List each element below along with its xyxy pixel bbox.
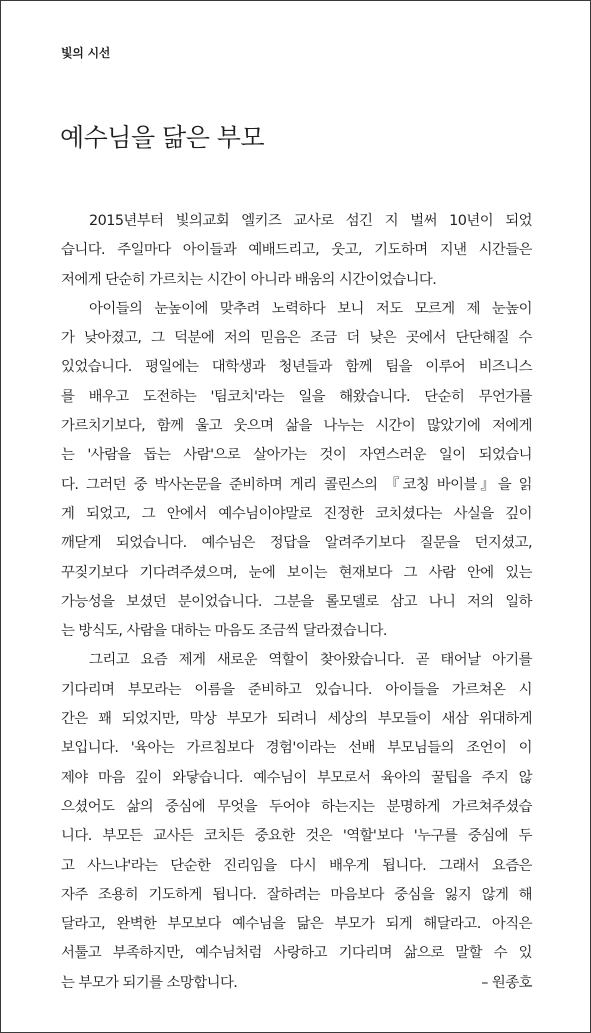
body-line: 간은 꽤 되었지만, 막상 부모가 되려니 세상의 부모들이 새삼 위대하게 xyxy=(61,711,532,728)
body-line: 다. 그러던 중 박사논문을 준비하며 게리 콜린스의 『코칭 바이블』을 읽 xyxy=(61,476,532,493)
body-line: 2015년부터 빛의교회 엘키즈 교사로 섬긴 지 벌써 10년이 되었 xyxy=(89,213,532,229)
body-line: 가능성을 보셨던 분이었습니다. 그분을 롤모델로 삼고 나니 저의 일하 xyxy=(61,593,532,610)
body-line: 를 배우고 도전하는 '팀코치'라는 일을 해왔습니다. 단순히 무언가를 xyxy=(61,388,532,405)
closing-line xyxy=(61,969,532,998)
body-line: 고 사느냐'라는 단순한 진리임을 다시 배우게 됩니다. 그래서 요즘은 xyxy=(61,857,532,874)
body-line: 있었습니다. 평일에는 대학생과 청년들과 함께 팀을 이루어 비즈니스 xyxy=(61,359,532,376)
section-label: 빛의 시선 xyxy=(61,46,111,60)
body-line: 는 부모가 되기를 소망합니다. xyxy=(61,974,238,991)
body-line: 아이들의 눈높이에 맞추려 노력하다 보니 저도 모르게 제 눈높이 xyxy=(89,300,532,317)
body-line: 는 '사람을 돕는 사람'으로 살아가는 것이 자연스러운 일이 되었습니 xyxy=(61,447,532,464)
body-line: 자주 조용히 기도하게 됩니다. 잘하려는 마음보다 중심을 잃지 않게 해 xyxy=(61,886,532,903)
body-line: 서툴고 부족하지만, 예수님처럼 사랑하고 기다리며 삶으로 말할 수 있 xyxy=(61,945,532,962)
body-line: 는 방식도, 사람을 대하는 마음도 조금씩 달라졌습니다. xyxy=(61,623,387,640)
body-line: 저에게 단순히 가르치는 시간이 아니라 배움의 시간이었습니다. xyxy=(61,271,437,288)
body-line: 깨닫게 되었습니다. 예수님은 정답을 알려주기보다 질문을 던지셨고, xyxy=(61,535,532,552)
body-line: 게 되었고, 그 안에서 예수님이야말로 진정한 코치셨다는 사실을 깊이 xyxy=(61,505,532,522)
body-line: 가 낮아졌고, 그 덕분에 저의 믿음은 조금 더 낮은 곳에서 단단해질 수 xyxy=(61,330,532,347)
body-line: 달라고, 완벽한 부모보다 예수님을 닮은 부모가 되게 해달라고. 아직은 xyxy=(61,916,532,933)
body-line: 보입니다. '육아는 가르침보다 경험'이라는 선배 부모님들의 조언이 이 xyxy=(61,740,532,757)
body-line: 꾸짖기보다 기다려주셨으며, 눈에 보이는 현재보다 그 사람 안에 있는 xyxy=(61,564,532,581)
body-line: 니다. 부모든 교사든 코치든 중요한 것은 '역할'보다 '누구를 중심에 두 xyxy=(61,828,532,845)
article-body xyxy=(61,207,532,998)
body-line: 그리고 요즘 제게 새로운 역할이 찾아왔습니다. 곧 태어날 아기를 xyxy=(89,652,532,669)
body-line: 으셨어도 삶의 중심에 무엇을 두어야 하는지는 분명하게 가르쳐주셨습 xyxy=(61,798,532,815)
body-line: 습니다. 주일마다 아이들과 예배드리고, 웃고, 기도하며 지낸 시간들은 xyxy=(61,242,532,259)
article-title: 예수님을 닮은 부모 xyxy=(60,123,265,152)
body-line: 기다리며 부모라는 이름을 준비하고 있습니다. 아이들을 가르쳐온 시 xyxy=(61,681,532,698)
author-signature: – 원종호 xyxy=(481,974,532,991)
body-line: 제야 마음 깊이 와닿습니다. 예수님이 부모로서 육아의 꿀팁을 주지 않 xyxy=(61,769,532,786)
body-line: 가르치기보다, 함께 울고 웃으며 삶을 나누는 시간이 많았기에 저에게 xyxy=(61,418,532,435)
